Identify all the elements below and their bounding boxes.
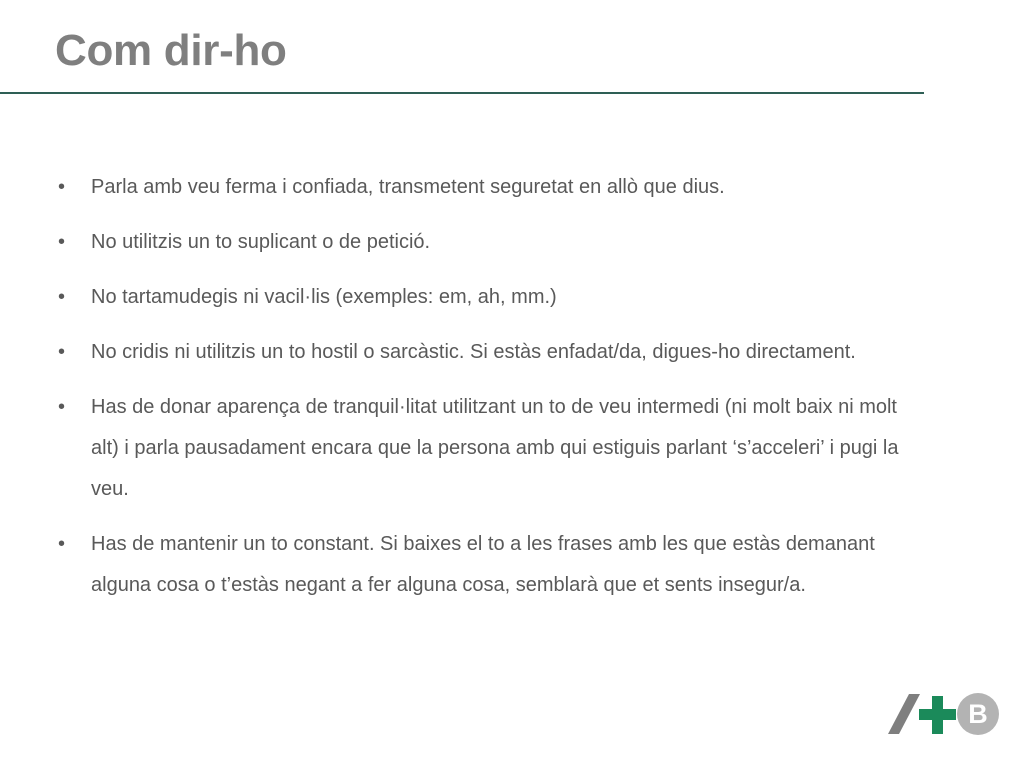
bullet-item [58, 332, 918, 373]
bullet-text: No utilitzis un to suplicant o de petició. [91, 231, 431, 253]
a-plus-b-logo-icon [884, 690, 1002, 738]
bullet-list [58, 167, 918, 620]
bullet-dot-icon: • [58, 176, 66, 198]
bullet-dot-icon: • [58, 533, 66, 555]
bullet-item [58, 222, 918, 263]
logo-b-letter: B [968, 699, 988, 729]
bullet-text: Has de mantenir un to constant. Si baixes el to a les frases amb les que estàs demanant alguna cosa o t’estàs negant a fer alguna cosa, semblarà que et sents insegur/a. [91, 533, 875, 596]
logo-slash [888, 694, 920, 734]
bullet-dot-icon: • [58, 286, 66, 308]
bullet-item [58, 277, 918, 318]
bullet-item [58, 167, 918, 208]
bullet-dot-icon: • [58, 231, 66, 253]
bullet-item [58, 387, 918, 510]
bullet-dot-icon: • [58, 396, 66, 418]
bullet-item [58, 524, 918, 606]
title-divider [0, 92, 924, 94]
bullet-text: Parla amb veu ferma i confiada, transmetent seguretat en allò que dius. [91, 176, 725, 198]
logo-plus-horizontal [919, 709, 956, 720]
bullet-dot-icon: • [58, 341, 66, 363]
bullet-text: Has de donar aparença de tranquil·litat utilitzant un to de veu intermedi (ni molt baix ni molt alt) i parla pausadament encara que la persona amb qui estiguis parlant ‘s’acceleri’ i pugi la veu. [91, 396, 899, 500]
bullet-text: No tartamudegis ni vacil·lis (exemples: em, ah, mm.) [91, 286, 557, 308]
bullet-text: No cridis ni utilitzis un to hostil o sarcàstic. Si estàs enfadat/da, digues-ho directament. [91, 341, 856, 363]
slide-title: Com dir-ho [55, 26, 287, 75]
